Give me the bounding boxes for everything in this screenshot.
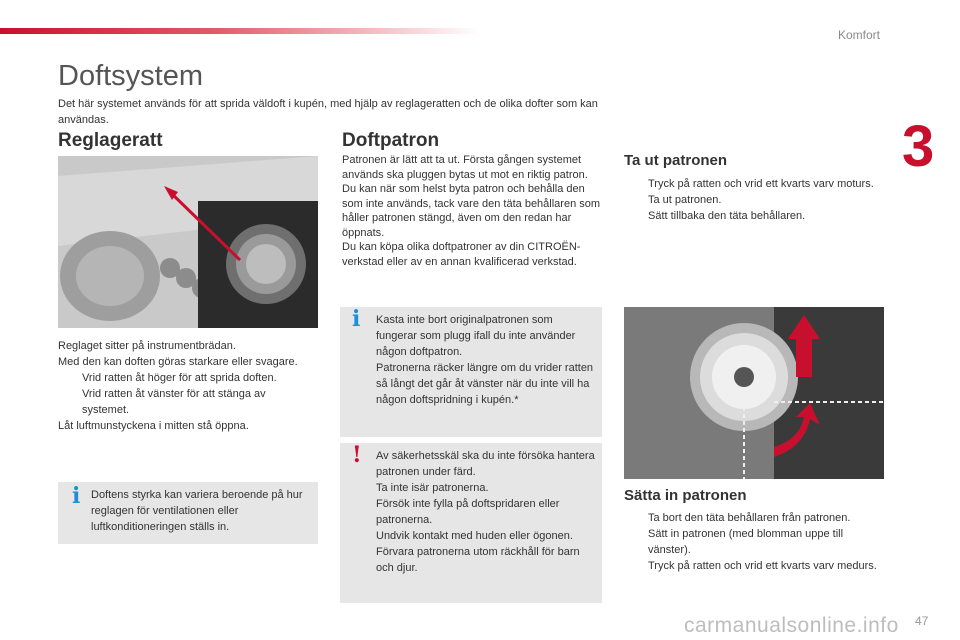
doftpatron-text [342, 153, 604, 269]
reglage-vents-text: Låt luftmunstyckena i mitten stå öppna. [58, 420, 249, 432]
reglage-strength-text: Med den kan doften göras starkare eller svagare. [58, 356, 298, 368]
heading-ta-ut: Ta ut patronen [624, 152, 728, 169]
info-box-text: Doftens styrka kan variera beroende på hur reglagen för ventilationen eller luftkonditioneringen ställs in. [91, 489, 303, 533]
warning-box-text: Av säkerhetsskäl ska du inte försöka hantera patronen under färd. Ta inte isär patronerna. Försök inte fylla på doftspridaren eller patronerna. Undvik kontakt med huden eller ögonen. Förvara patronerna utom räckhåll för barn och djur. [376, 450, 595, 574]
doftpatron-p2: Du kan när som helst byta patron och behålla den som inte används, tack vare den täta behållaren som håller patronen stängd, även om den redan har öppnats. [342, 183, 601, 239]
page-title: Doftsystem [58, 60, 204, 92]
top-accent-bar [0, 28, 480, 34]
list-item: Ta ut patronen. [648, 194, 722, 206]
list-item: Vrid ratten åt vänster för att stänga av systemet. [82, 388, 266, 416]
warning-icon: ! [352, 442, 362, 468]
reglageratt-text [58, 338, 314, 434]
doftpatron-p1: Patronen är lätt att ta ut. Första gången systemet används ska pluggen bytas ut mot en riktig patron. [342, 154, 588, 181]
list-item: Ta bort den täta behållaren från patronen. [648, 512, 851, 524]
info-icon: i [352, 306, 361, 332]
section-label: Komfort [838, 28, 881, 42]
warning-box-safety [340, 443, 602, 603]
list-item: Tryck på ratten och vrid ett kvarts varv medurs. [648, 560, 877, 572]
dashboard-photo [58, 156, 318, 328]
page-number: 47 [915, 614, 929, 628]
heading-satta-in: Sätta in patronen [624, 487, 747, 504]
ta-ut-steps [624, 176, 884, 224]
doftpatron-p3: Du kan köpa olika doftpatroner av din CITROËN-verkstad eller av en annan kvalificerad verkstad. [342, 241, 581, 268]
info-box-original-cartridge [340, 307, 602, 437]
knob-photo [624, 307, 884, 479]
info-box-text: Kasta inte bort originalpatronen som fungerar som plugg ifall du inte använder någon doftpatron. Patronerna räcker längre om du vrider ratten så långt det går åt vänster när du inte vill ha någon doftspridning i kupén.* [376, 314, 594, 406]
chapter-number: 3 [902, 114, 935, 179]
list-item: Sätt in patronen (med blomman uppe till vänster). [648, 528, 844, 556]
list-item: Vrid ratten åt höger för att sprida doften. [82, 372, 277, 384]
intro-text: Det här systemet används för att sprida väldoft i kupén, med hjälp av reglageratten och de olika dofter som kan användas. [58, 98, 598, 126]
reglage-location-text: Reglaget sitter på instrumentbrädan. [58, 340, 236, 352]
watermark: carmanualsonline.info [684, 614, 899, 637]
knob-illustration [624, 307, 884, 479]
info-icon: i [72, 483, 81, 509]
heading-doftpatron: Doftpatron [342, 130, 440, 151]
reglage-bullets [58, 370, 314, 418]
dashboard-illustration [58, 156, 318, 328]
info-box-strength [58, 482, 318, 544]
list-item: Sätt tillbaka den täta behållaren. [648, 210, 806, 222]
list-item: Tryck på ratten och vrid ett kvarts varv moturs. [648, 178, 874, 190]
satta-in-steps [624, 510, 884, 574]
heading-reglageratt: Reglageratt [58, 130, 163, 151]
